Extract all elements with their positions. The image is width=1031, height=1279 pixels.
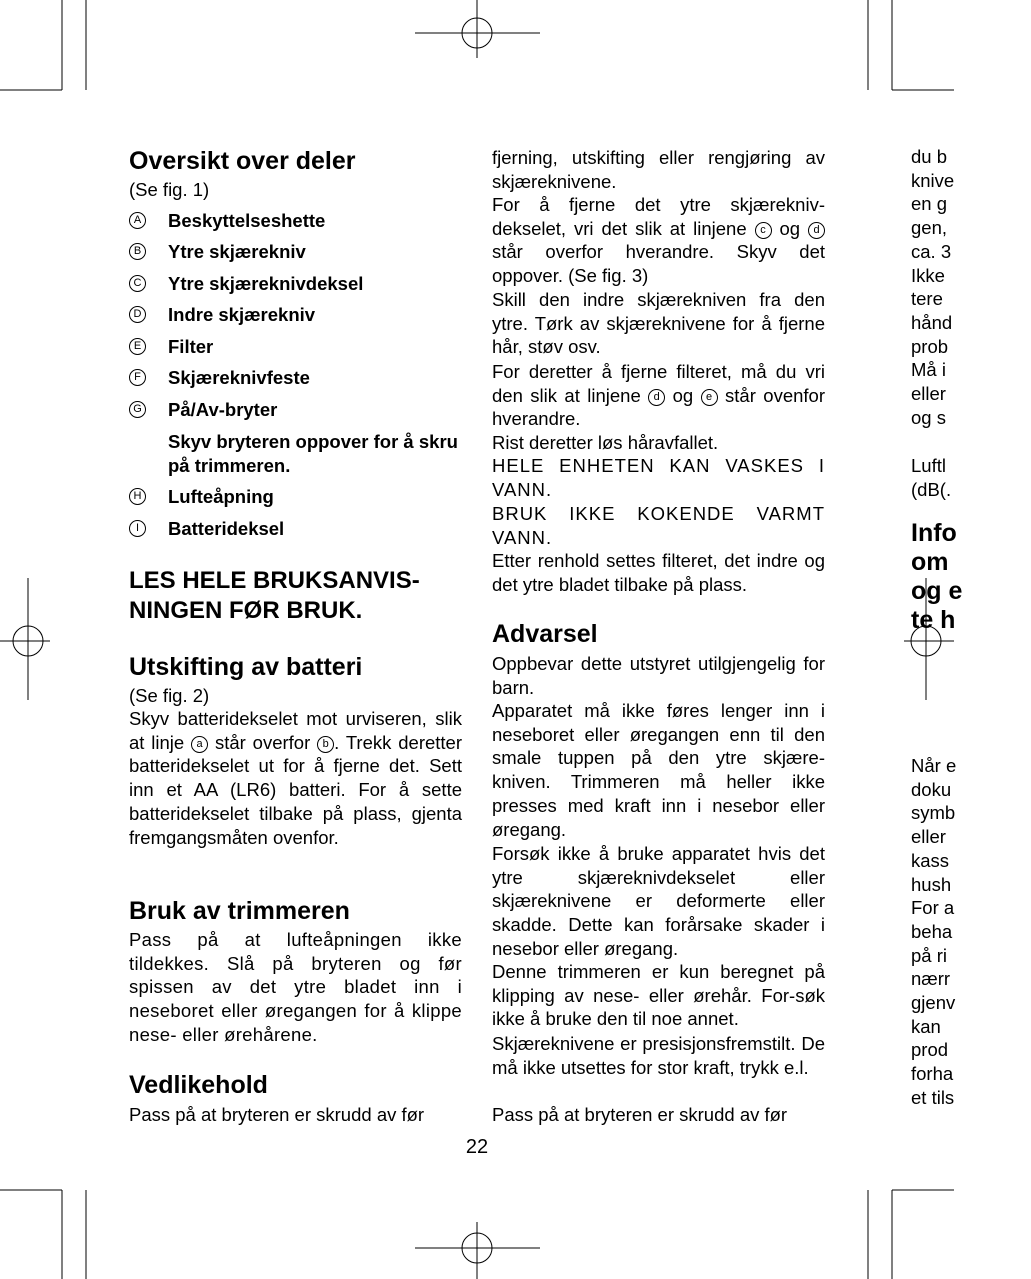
- part-label: Beskyttelseshette: [168, 210, 326, 231]
- cutoff-line: kass: [911, 849, 950, 871]
- battery-ref: (Se fig. 2): [129, 685, 210, 706]
- cutoff-line: hånd: [911, 311, 953, 333]
- cutoff-line: et tils: [911, 1086, 955, 1108]
- cutoff-line: symb: [911, 802, 956, 824]
- cutoff-line: Når e: [911, 755, 957, 776]
- caution-title: Advarsel: [492, 620, 598, 648]
- battery-title: Utskifting av batteri: [129, 653, 363, 681]
- maintenance-text: Pass på at bryteren er skrudd av før: [129, 1104, 425, 1125]
- cutoff-line: (dB(.: [911, 478, 952, 500]
- cutoff-line: ca. 3: [911, 240, 952, 262]
- caution-purpose: Denne trimmeren er kun beregnet på klipping av nese- eller ørehår. For-søk ikke å bruke den til noe annet.: [492, 961, 825, 1030]
- cutoff-line: kan: [911, 1015, 941, 1037]
- part-label: Skjæreknivfeste: [168, 367, 310, 388]
- parts-title: Oversikt over deler: [129, 147, 356, 175]
- cutoff-line: gen,: [911, 217, 948, 239]
- battery-text: Skyv batteridekselet mot urviseren, slik at linje a står overfor b . Trekk deretter batteridekselet ut for å fjerne det. Sett inn et AA (LR6) batteri. For å sette batteridekselet tilbake på plass, gjenta fremgangsmåten ovenfor.: [129, 708, 463, 848]
- part-letter: D: [129, 306, 146, 323]
- cutoff-heading: om: [911, 548, 949, 576]
- part-label: Ytre skjærekniv: [168, 241, 306, 262]
- cutoff-line: du b: [911, 146, 948, 167]
- paragraph-removal: fjerning, utskifting eller rengjøring av skjæreknivene.: [492, 147, 825, 192]
- cutoff-line: Luftl: [911, 455, 946, 476]
- part-letter: I: [129, 520, 146, 537]
- part-letter: H: [129, 488, 146, 505]
- cutoff-heading: Info: [911, 519, 957, 547]
- cutoff-line: eller: [911, 826, 946, 848]
- paragraph-washable: HELE ENHETEN KAN VASKES I VANN.: [492, 455, 825, 500]
- part-label: På/Av-bryter: [168, 399, 278, 420]
- caution-children: Oppbevar dette utstyret utilgjengelig for barn.: [492, 653, 825, 698]
- use-text: Pass på at lufteåpningen ikke tildekkes. Slå på bryteren og før spissen av det ytre bladet inn i neseboret eller øregangen for å klippe nese- eller ørehårene.: [129, 929, 462, 1045]
- cutoff-line: Ikke: [911, 264, 945, 286]
- cutoff-heading: og e: [911, 577, 963, 605]
- cutoff-line: beha: [911, 920, 953, 942]
- part-letter: G: [129, 401, 146, 418]
- cutoff-line: eller: [911, 383, 946, 404]
- part-label: Indre skjærekniv: [168, 304, 316, 325]
- use-title: Bruk av trimmeren: [129, 897, 350, 925]
- paragraph-outer-cover: For å fjerne det ytre skjærekniv-dekselet, vri det slik at linjene c og d står overfor hverandre. Skyv det oppover. (Se fig. 3): [492, 194, 825, 287]
- maintenance-title: Vedlikehold: [129, 1071, 268, 1099]
- cutoff-line: tere: [911, 288, 943, 310]
- part-label: Skyv bryteren oppover for å skru på trimmeren.: [168, 431, 458, 476]
- part-letter: C: [129, 275, 146, 292]
- cutoff-line: For a: [911, 897, 955, 919]
- marker-c: c: [755, 222, 772, 239]
- marker-e: e: [701, 389, 718, 406]
- part-label: Batterideksel: [168, 518, 285, 539]
- caution-insertion: Apparatet må ikke føres lenger inn i neseboret eller øregangen enn til den smale tuppen på den ytre skjære-kniven. Trimmeren må heller ikke presses med kraft inn i nesebor eller øregang.: [492, 700, 825, 840]
- cutoff-line: prod: [911, 1039, 949, 1061]
- cutoff-line: knive: [911, 169, 955, 191]
- part-letter: E: [129, 338, 146, 355]
- cutoff-heading: te h: [911, 606, 956, 634]
- paragraph-filter: For deretter å fjerne filteret, må du vri den slik at linjene d og e står ovenfor hverandre.: [492, 361, 825, 430]
- paragraph-shake: Rist deretter løs håravfallet.: [492, 432, 719, 453]
- marker-d: d: [808, 222, 825, 239]
- cutoff-line: prob: [911, 335, 949, 357]
- paragraph-inner-blade: Skill den indre skjærekniven fra den ytre. Tørk av skjæreknivene for å fjerne hår, støv osv.: [492, 289, 825, 358]
- part-label: Filter: [168, 336, 214, 357]
- cutoff-line: forha: [911, 1063, 954, 1085]
- caution-precision: Skjæreknivene er presisjonsfremstilt. De må ikke utsettes for stor kraft, trykk e.l.: [492, 1033, 825, 1078]
- cutoff-line: en g: [911, 193, 948, 215]
- part-label: Lufteåpning: [168, 486, 274, 507]
- cutoff-line: Må i: [911, 359, 946, 381]
- caution-damaged: Forsøk ikke å bruke apparatet hvis det ytre skjæreknivdekselet eller skjæreknivene er deformerte eller skadde. Dette kan forårsake skader i nesebor eller øregang.: [492, 843, 825, 959]
- marker-a: a: [191, 736, 208, 753]
- cutoff-line: hush: [911, 873, 952, 895]
- caution-switch-off: Pass på at bryteren er skrudd av før: [492, 1104, 788, 1125]
- cutoff-line: og s: [911, 406, 946, 428]
- marker-b: b: [317, 736, 334, 753]
- part-label: Ytre skjæreknivdeksel: [168, 273, 364, 294]
- part-letter: B: [129, 243, 146, 260]
- parts-ref: (Se fig. 1): [129, 179, 210, 200]
- cutoff-line: nærr: [911, 968, 951, 990]
- part-letter: A: [129, 212, 146, 229]
- cutoff-line: doku: [911, 778, 952, 800]
- warning-title: LES HELE BRUKSANVIS-NINGEN FØR BRUK.: [129, 567, 420, 624]
- part-letter: F: [129, 369, 146, 386]
- paragraph-no-hot-water: BRUK IKKE KOKENDE VARMT VANN.: [492, 503, 825, 548]
- paragraph-reassemble: Etter renhold settes filteret, det indre og det ytre bladet tilbake på plass.: [492, 550, 825, 595]
- page-number: 22: [465, 1136, 489, 1158]
- cutoff-line: gjenv: [911, 992, 956, 1013]
- cutoff-line: på ri: [911, 944, 947, 966]
- marker-d: d: [648, 389, 665, 406]
